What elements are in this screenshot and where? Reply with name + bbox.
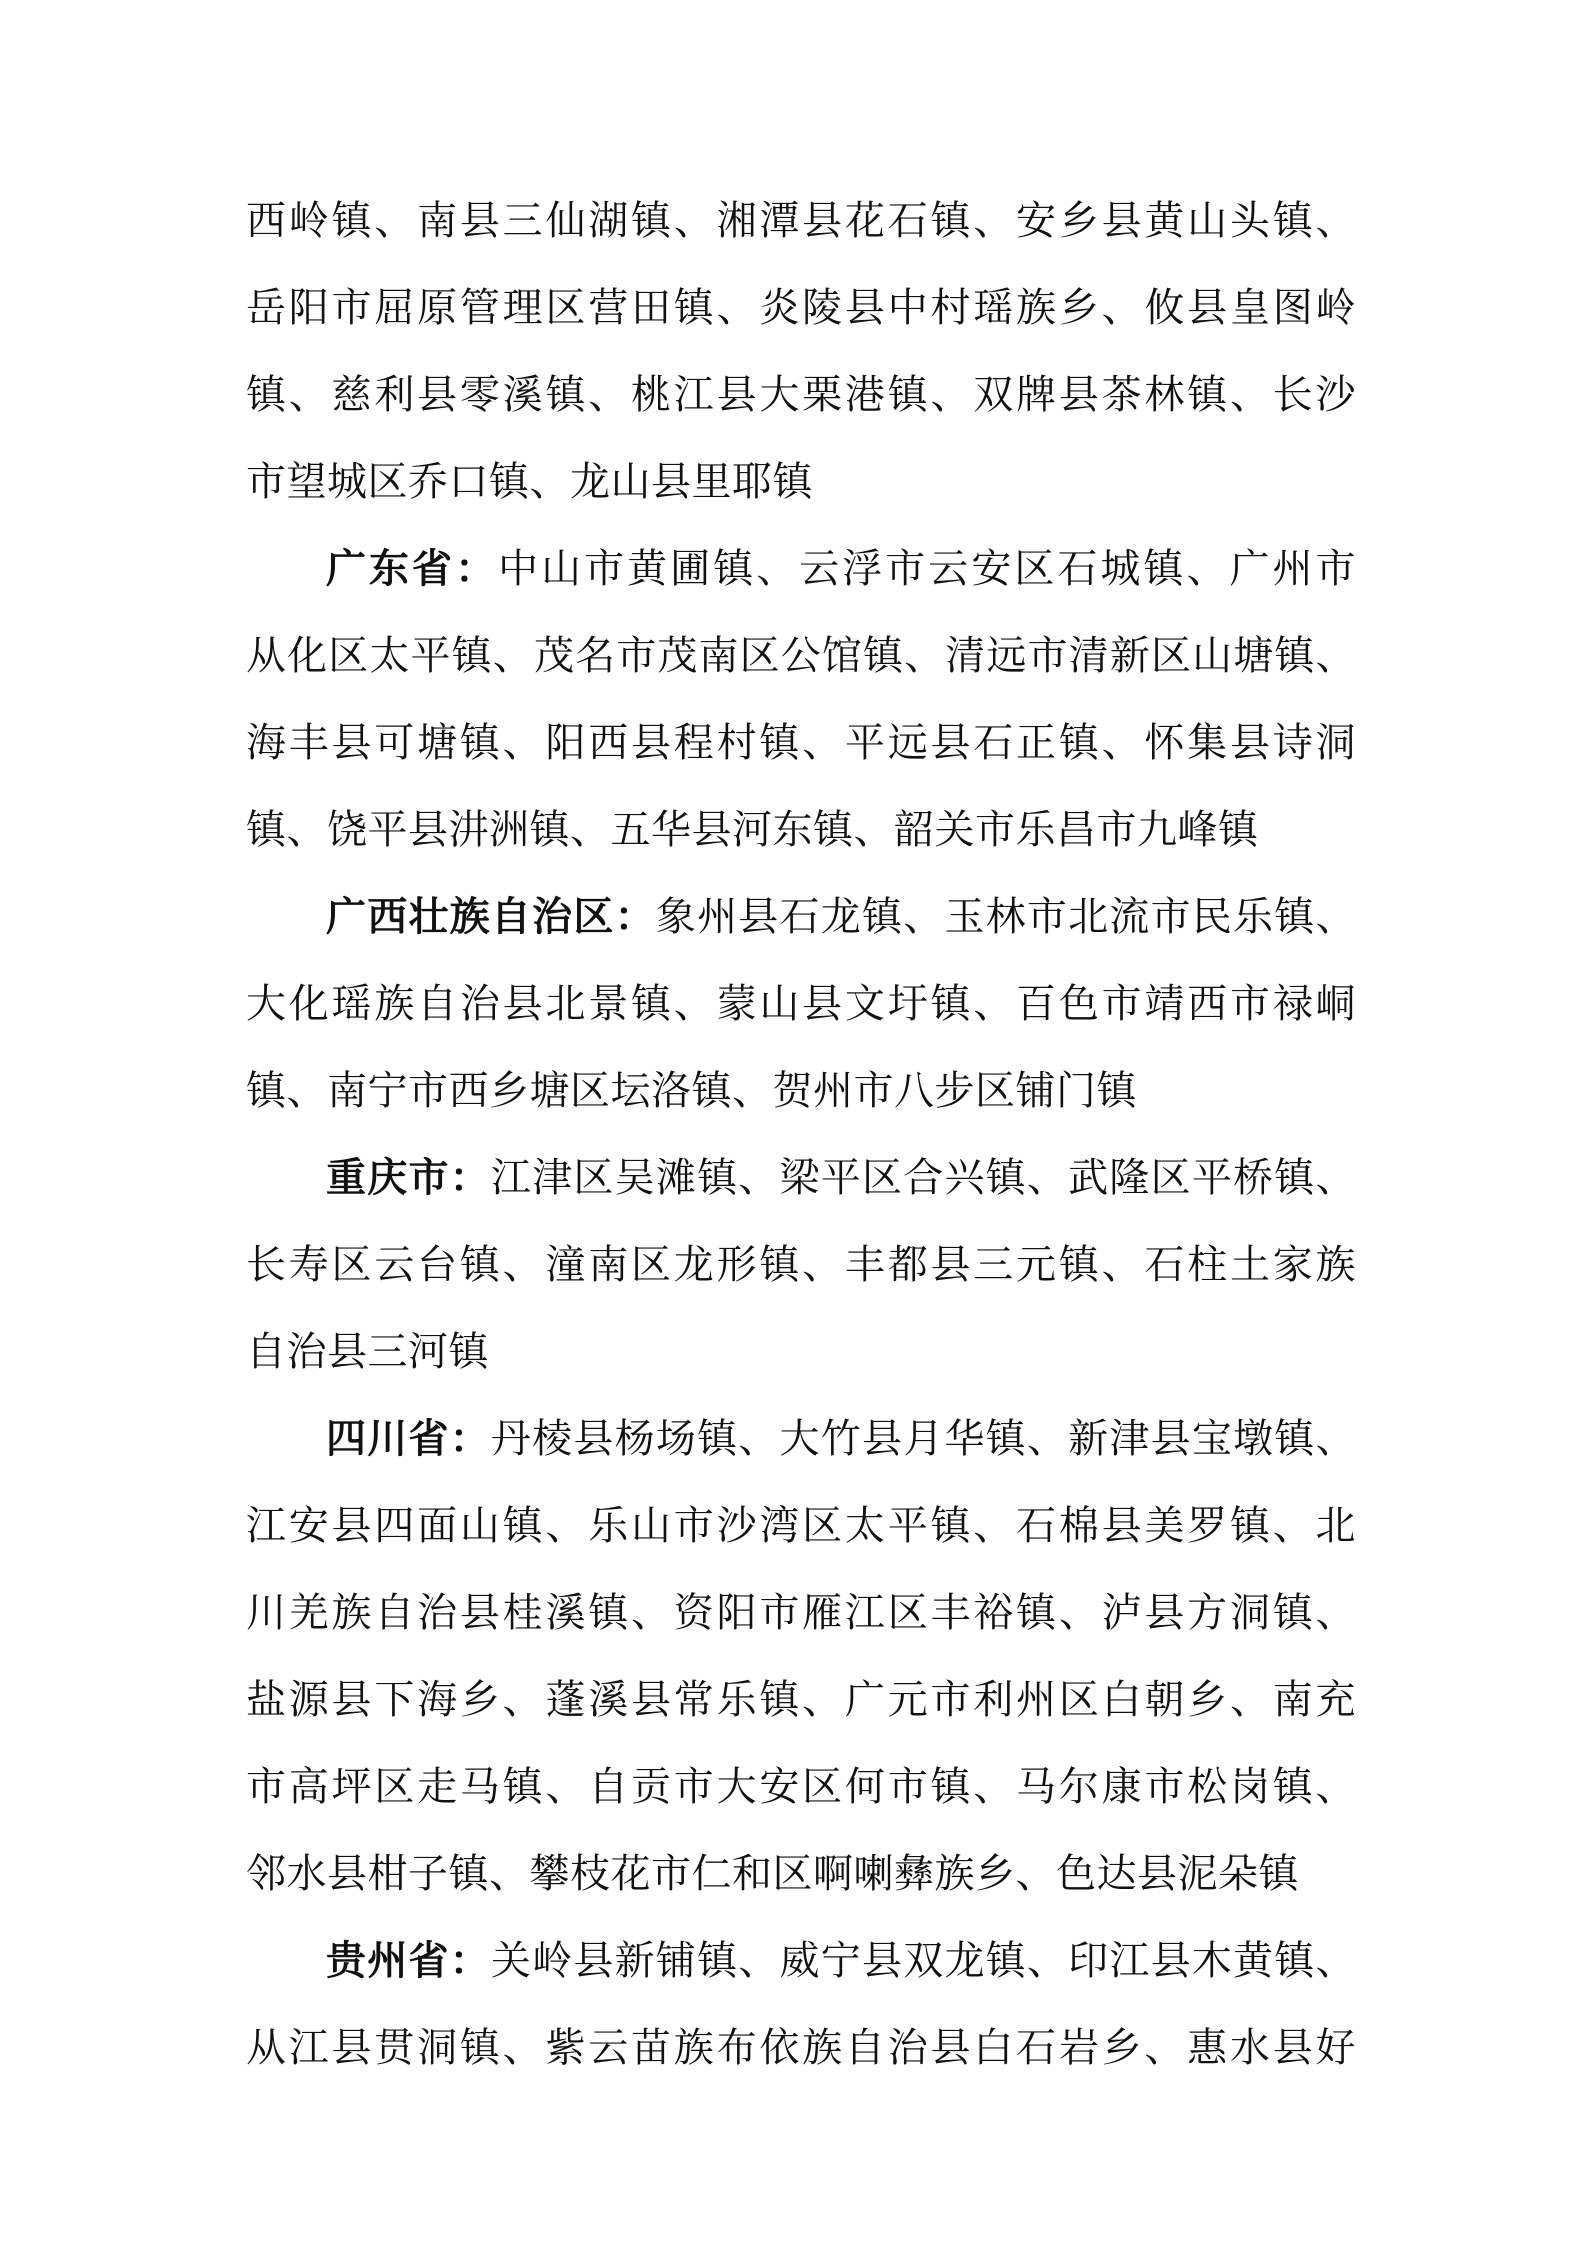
paragraph-line: 海丰县可塘镇、阳西县程村镇、平远县石正镇、怀集县诗洞 bbox=[246, 720, 1356, 766]
paragraph-line: 镇、饶平县汫洲镇、五华县河东镇、韶关市乐昌市九峰镇 bbox=[246, 807, 1259, 853]
paragraph-text: 丹棱县杨场镇、大竹县月华镇、新津县宝墩镇、 bbox=[490, 1416, 1356, 1462]
paragraph-text: 象州县石龙镇、玉林市北流市民乐镇、 bbox=[655, 894, 1356, 940]
paragraph-line: 江安县四面山镇、乐山市沙湾区太平镇、石棉县美罗镇、北 bbox=[246, 1503, 1356, 1549]
paragraph-line bbox=[246, 1135, 1356, 1222]
paragraph-line: 镇、慈利县零溪镇、桃江县大栗港镇、双牌县茶林镇、长沙 bbox=[246, 372, 1356, 418]
paragraph-line: 川羌族自治县桂溪镇、资阳市雁江区丰裕镇、泸县方洞镇、 bbox=[246, 1590, 1356, 1636]
paragraph-line: 市高坪区走马镇、自贡市大安区何市镇、马尔康市松岗镇、 bbox=[246, 1764, 1356, 1810]
province-heading-guangxi: 广西壮族自治区： bbox=[326, 894, 656, 940]
document-body bbox=[246, 178, 1356, 2092]
paragraph-text: 关岭县新铺镇、威宁县双龙镇、印江县木黄镇、 bbox=[490, 1938, 1356, 1984]
province-heading-guizhou: 贵州省： bbox=[326, 1938, 491, 1984]
paragraph-line: 从化区太平镇、茂名市茂南区公馆镇、清远市清新区山塘镇、 bbox=[246, 633, 1356, 679]
paragraph-line bbox=[246, 1918, 1356, 2005]
paragraph-line: 市望城区乔口镇、龙山县里耶镇 bbox=[246, 459, 813, 505]
paragraph-line: 西岭镇、南县三仙湖镇、湘潭县花石镇、安乡县黄山头镇、 bbox=[246, 198, 1356, 244]
paragraph-line: 自治县三河镇 bbox=[246, 1329, 489, 1375]
province-heading-chongqing: 重庆市： bbox=[326, 1155, 491, 1201]
paragraph-line: 邻水县柑子镇、攀枝花市仁和区啊喇彝族乡、色达县泥朵镇 bbox=[246, 1851, 1299, 1897]
paragraph-line: 大化瑶族自治县北景镇、蒙山县文圩镇、百色市靖西市禄峒 bbox=[246, 981, 1356, 1027]
paragraph-line: 长寿区云台镇、潼南区龙形镇、丰都县三元镇、石柱土家族 bbox=[246, 1242, 1356, 1288]
paragraph-text: 江津区吴滩镇、梁平区合兴镇、武隆区平桥镇、 bbox=[490, 1155, 1356, 1201]
paragraph-line bbox=[246, 1396, 1356, 1483]
paragraph-line: 镇、南宁市西乡塘区坛洛镇、贺州市八步区铺门镇 bbox=[246, 1068, 1137, 1114]
paragraph-line: 岳阳市屈原管理区营田镇、炎陵县中村瑶族乡、攸县皇图岭 bbox=[246, 285, 1356, 331]
paragraph-text: 中山市黄圃镇、云浮市云安区石城镇、广州市 bbox=[498, 546, 1356, 592]
paragraph-line bbox=[246, 526, 1356, 613]
paragraph-line bbox=[246, 874, 1356, 961]
paragraph-line: 从江县贯洞镇、紫云苗族布依族自治县白石岩乡、惠水县好 bbox=[246, 2025, 1356, 2071]
province-heading-sichuan: 四川省： bbox=[326, 1416, 491, 1462]
paragraph-line: 盐源县下海乡、蓬溪县常乐镇、广元市利州区白朝乡、南充 bbox=[246, 1677, 1356, 1723]
province-heading-guangdong: 广东省： bbox=[326, 546, 499, 592]
